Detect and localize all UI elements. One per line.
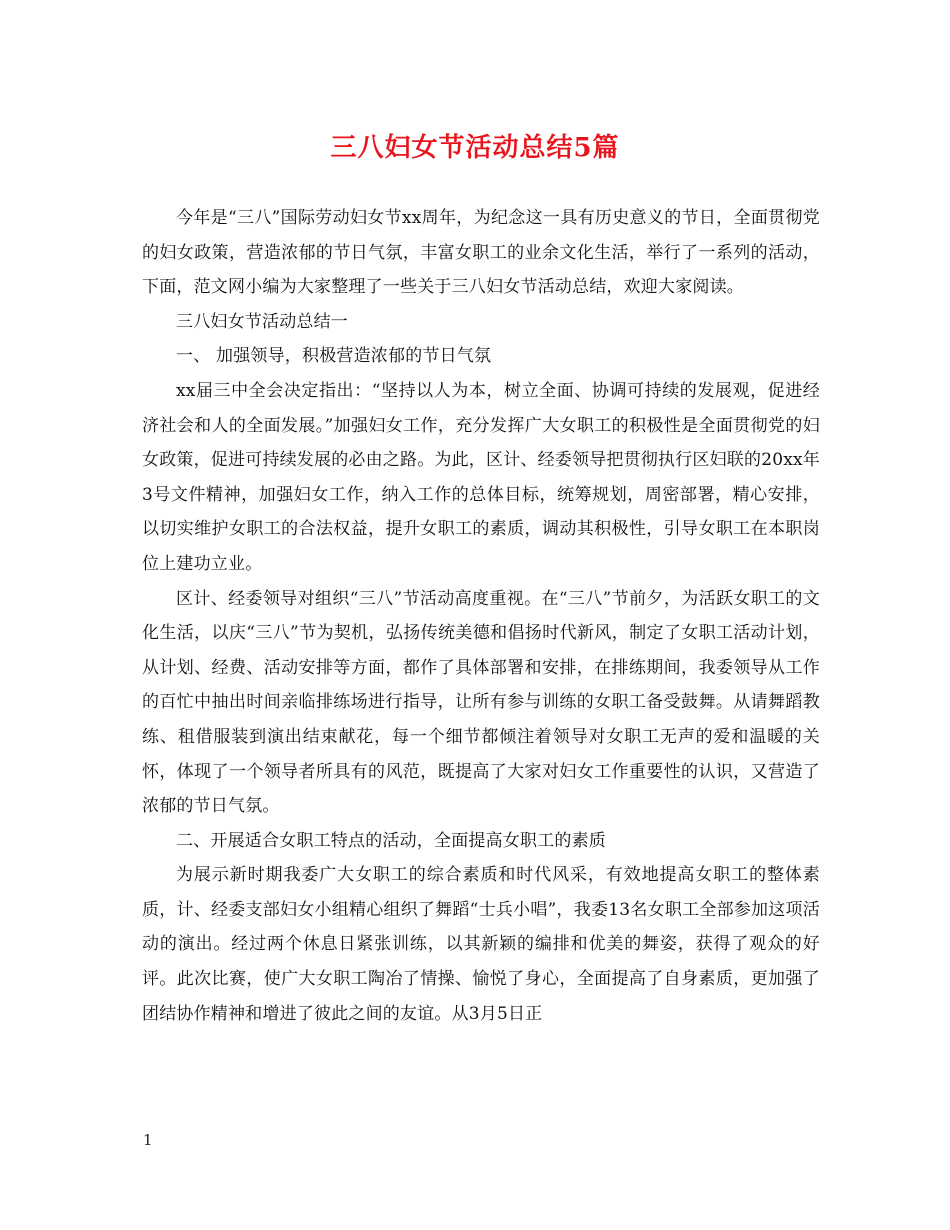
subsection-heading-2: 二、开展适合女职工特点的活动，全面提高女职工的素质 [176,830,606,851]
section-heading: 三八妇女节活动总结一 [176,311,348,332]
body-paragraph-3: 为展示新时期我委广大女职工的综合素质和时代风采，有效地提高女职工的整体素质，计、经委支部妇女小组精心组织了舞蹈“士兵小唱”，我委13名女职工全部参加这项活动的演出。经过两个休息日紧张训练，以其新颖的编排和优美的舞姿，获得了观众的好评。此次比赛，使广大女职工陶冶了情操、愉悦了身心，全面提高了自身素质，更加强了团结协作精神和增进了彼此之间的友谊。从3月5日正 [142,865,820,1024]
document-title: 三八妇女节活动总结5篇 [330,133,620,163]
page-number: 1 [143,1131,153,1149]
body-paragraph-2: 区计、经委领导对组织“三八”节活动高度重视。在“三八”节前夕，为活跃女职工的文化生活，以庆“三八”节为契机，弘扬传统美德和倡扬时代新风，制定了女职工活动计划，从计划、经费、活动安排等方面，都作了具体部署和安排，在排练期间，我委领导从工作的百忙中抽出时间亲临排练场进行指导，让所有参与训练的女职工备受鼓舞。从请舞蹈教练、租借服装到演出结束献花，每一个细节都倾注着领导对女职工无声的爱和温暖的关怀，体现了一个领导者所具有的风范，既提高了大家对妇女工作重要性的认识，又营造了浓郁的节日气氛。 [142,588,820,817]
document-body [142,201,820,1031]
intro-paragraph: 今年是“三八”国际劳动妇女节xx周年，为纪念这一具有历史意义的节日，全面贯彻党的妇女政策，营造浓郁的节日气氛，丰富女职工的业余文化生活，举行了一系列的活动，下面，范文网小编为大家整理了一些关于三八妇女节活动总结，欢迎大家阅读。 [142,208,820,298]
subsection-heading-1: 一、 加强领导，积极营造浓郁的节日气氛 [176,346,492,367]
body-paragraph-1: xx届三中全会决定指出：“坚持以人为本，树立全面、协调可持续的发展观，促进经济社会和人的全面发展。”加强妇女工作，充分发挥广大女职工的积极性是全面贯彻党的妇女政策，促进可持续发展的必由之路。为此，区计、经委领导把贯彻执行区妇联的20xx年3号文件精神，加强妇女工作，纳入工作的总体目标，统筹规划，周密部署，精心安排，以切实维护女职工的合法权益，提升女职工的素质，调动其积极性，引导女职工在本职岗位上建功立业。 [142,380,821,574]
